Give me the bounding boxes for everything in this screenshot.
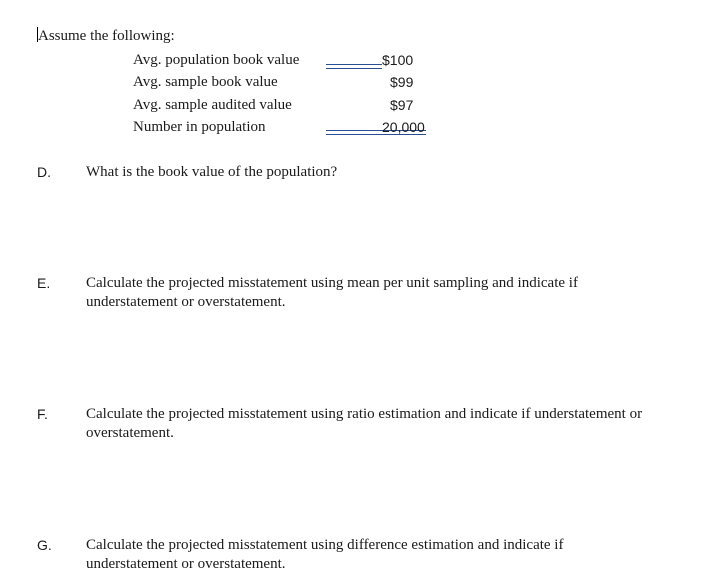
given-value-sample-book-value: $99 xyxy=(390,74,414,90)
question-letter-e: E. xyxy=(37,275,51,291)
question-text-f: Calculate the projected misstatement using ratio estimation and indicate if understatement or overstatement. xyxy=(86,406,643,441)
given-value-sample-audited-value: $97 xyxy=(390,97,414,113)
value-underline xyxy=(326,64,382,69)
question-text-g: Calculate the projected misstatement using difference estimation and indicate if understatement or overstatement. xyxy=(86,537,564,572)
question-text-d: What is the book value of the population? xyxy=(86,164,338,180)
intro-text: Assume the following: xyxy=(38,28,175,44)
given-label-sample-audited-value: Avg. sample audited value xyxy=(133,97,292,113)
given-value-population-book-value: $100 xyxy=(382,52,414,68)
given-label-population-book-value: Avg. population book value xyxy=(133,52,300,68)
question-letter-d: D. xyxy=(37,164,51,180)
given-label-number-in-population: Number in population xyxy=(133,119,266,135)
question-text-e: Calculate the projected misstatement using mean per unit sampling and indicate if understatement or overstatement. xyxy=(86,275,578,310)
question-letter-g: G. xyxy=(37,537,52,553)
given-value-number-in-population: 20,000 xyxy=(382,119,425,135)
given-label-sample-book-value: Avg. sample book value xyxy=(133,74,278,90)
question-letter-f: F. xyxy=(37,406,48,422)
intro-heading xyxy=(37,27,175,45)
